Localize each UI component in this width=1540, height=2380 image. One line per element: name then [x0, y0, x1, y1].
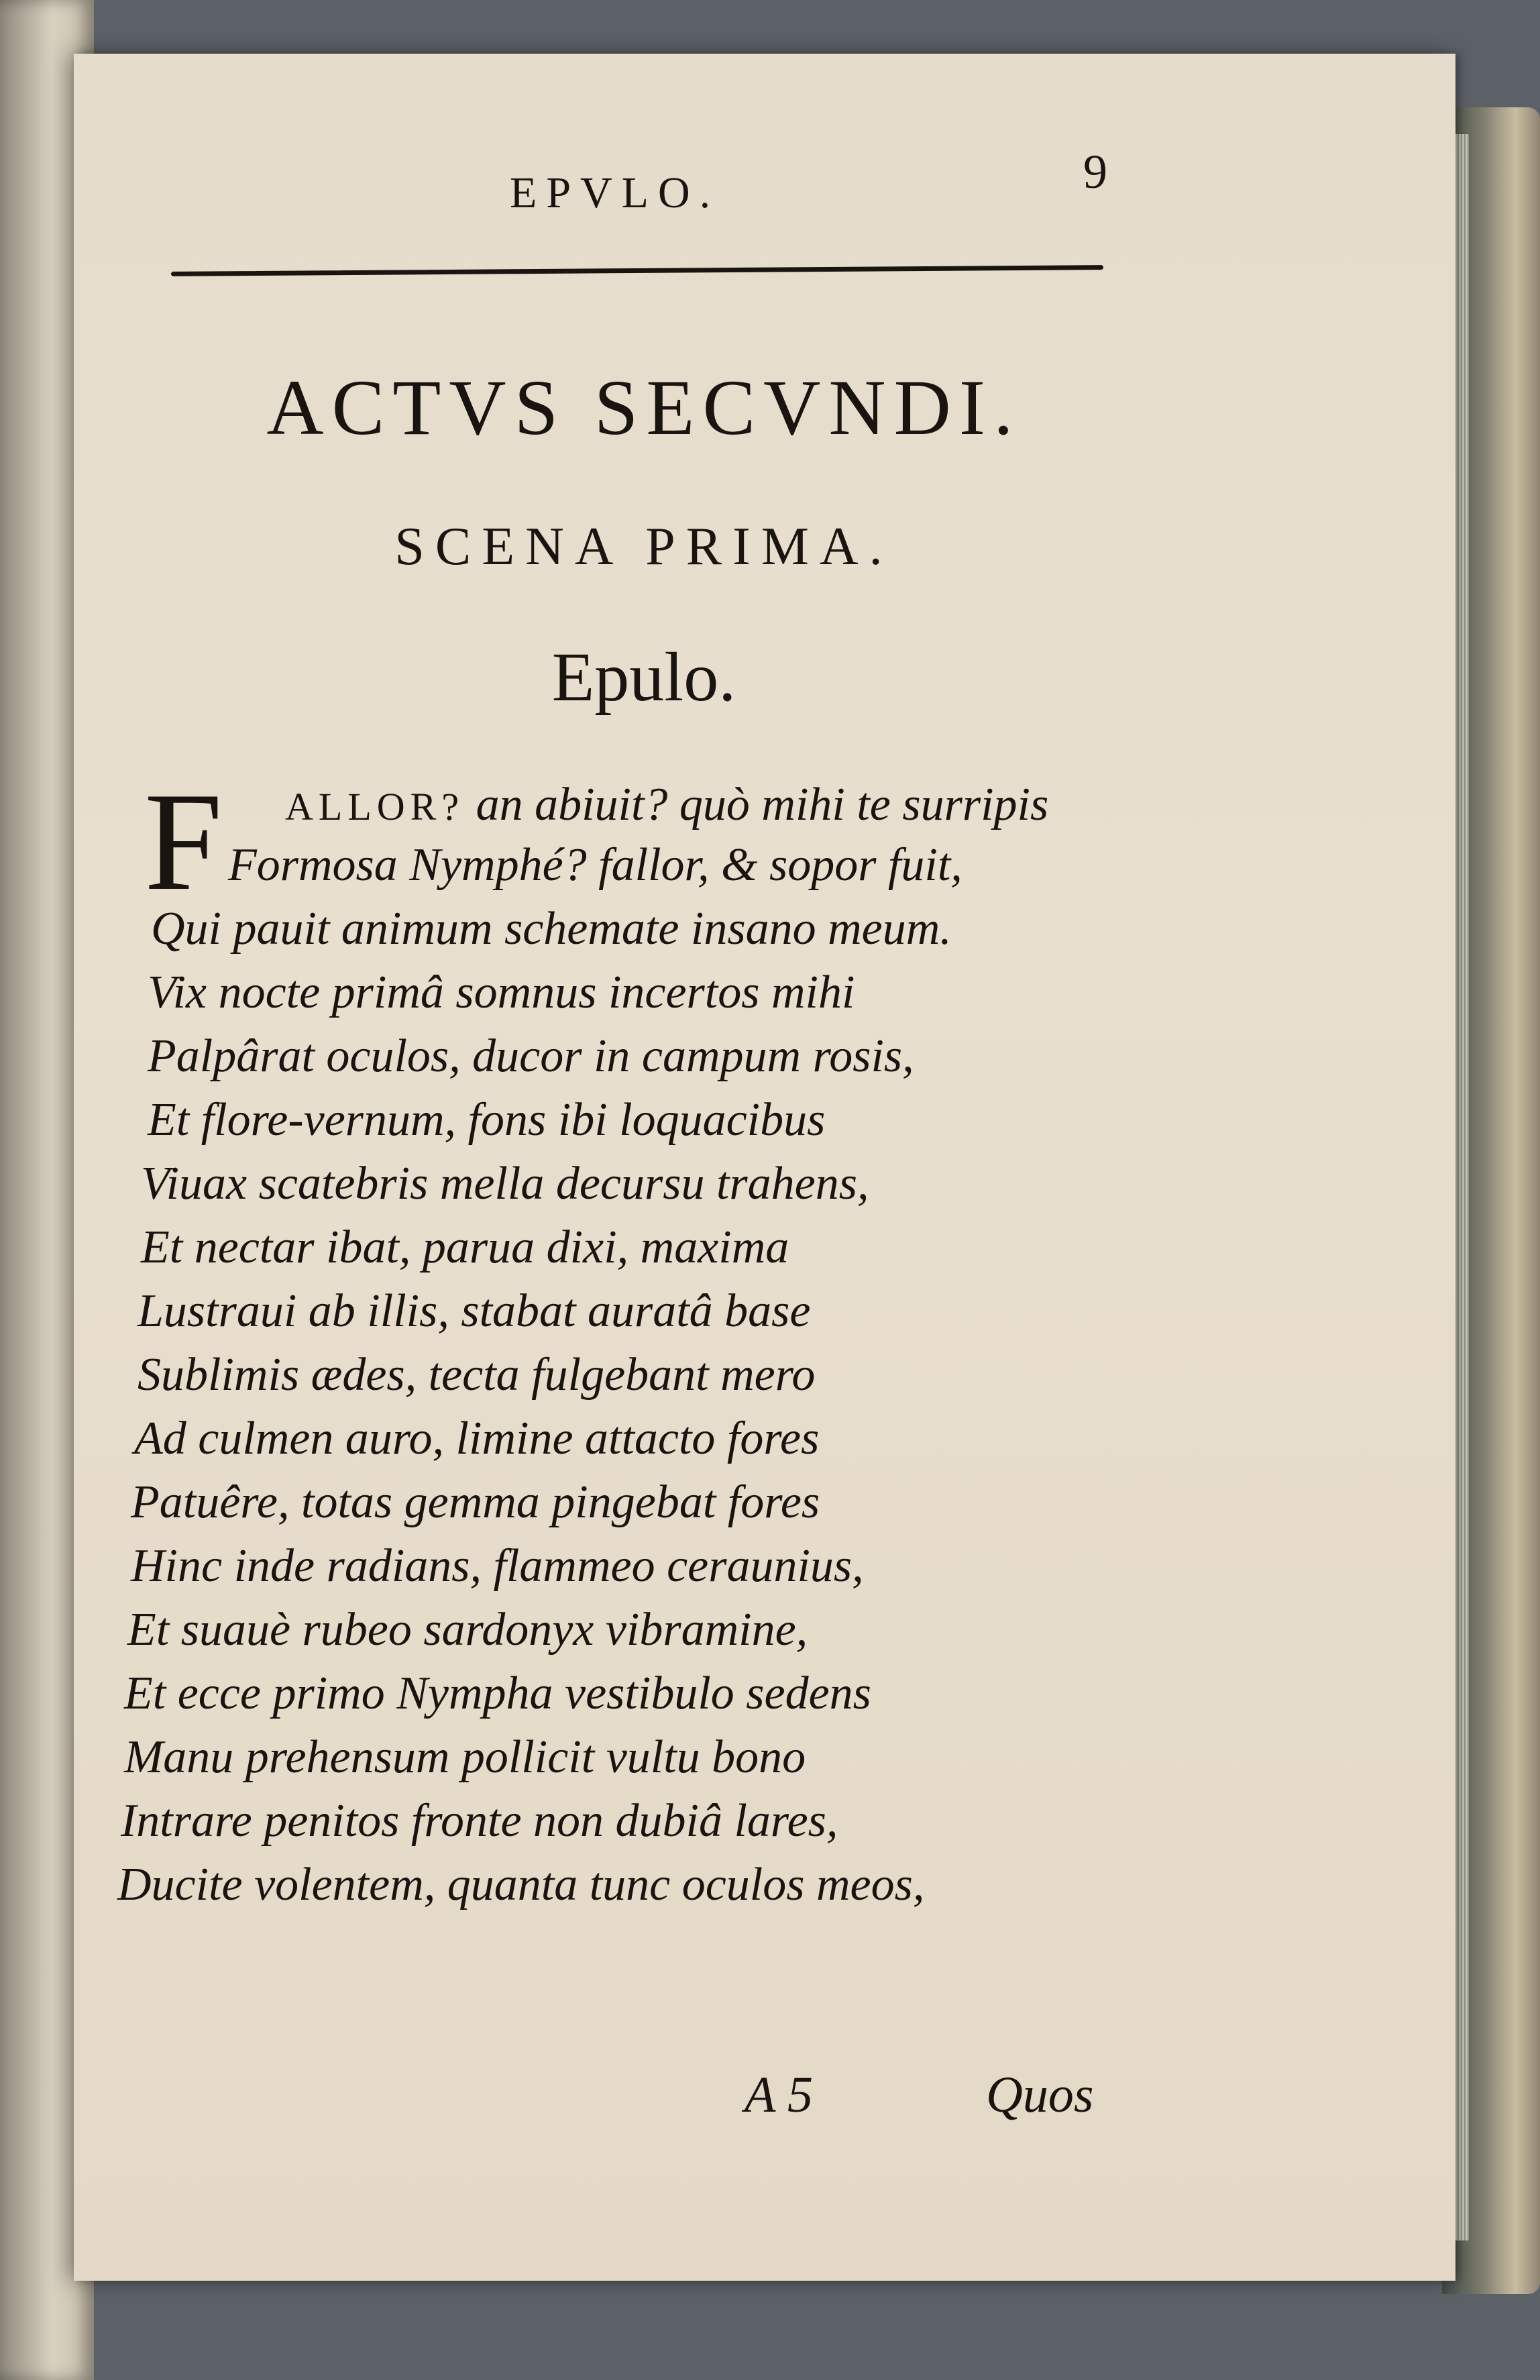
running-head: EPVLO.	[510, 168, 720, 217]
verse-line: ALLOR? an abiuit? quò mihi te surripis	[285, 779, 1049, 830]
verse-line: Qui pauit animum schemate insano meum.	[151, 903, 952, 955]
verse-line: Ad culmen auro, limine attacto fores	[134, 1413, 820, 1464]
verse-line: Lustraui ab illis, stabat auratâ base	[138, 1285, 811, 1337]
speaker-name: Epulo.	[551, 639, 736, 716]
verse-line: Formosa Nymphé? fallor, & sopor fuit,	[228, 839, 963, 891]
verse-line: Manu prehensum pollicit vultu bono	[124, 1731, 806, 1783]
verse-line: Hinc inde radians, flammeo ceraunius,	[131, 1540, 864, 1592]
signature-mark: A 5	[745, 2067, 814, 2123]
verse-line: Patuêre, totas gemma pingebat fores	[131, 1476, 820, 1528]
page-number: 9	[1083, 145, 1107, 199]
verse-line: Et ecce primo Nympha vestibulo sedens	[124, 1668, 871, 1719]
verse-line: Et suauè rubeo sardonyx vibramine,	[127, 1604, 808, 1656]
verse-line: Intrare penitos fronte non dubiâ lares,	[121, 1795, 838, 1847]
verse-line: Sublimis ædes, tecta fulgebant mero	[138, 1349, 816, 1401]
verse-line: Palpârat oculos, ducor in campum rosis,	[148, 1030, 914, 1082]
drop-cap: F	[144, 764, 223, 920]
verse-line: Vix nocte primâ somnus incertos mihi	[148, 967, 855, 1018]
act-title: ACTVS SECVNDI.	[266, 364, 1022, 451]
catchword: Quos	[986, 2067, 1094, 2123]
verse-line: Viuax scatebris mella decursu trahens,	[141, 1158, 869, 1209]
verse-line: Ducite volentem, quanta tunc oculos meos,	[117, 1859, 925, 1910]
verse-line: Et flore-vernum, fons ibi loquacibus	[148, 1094, 826, 1146]
scene-title: SCENA PRIMA.	[394, 517, 893, 576]
show-through-texture	[1160, 188, 1442, 2133]
verse-first-word: ALLOR?	[285, 785, 465, 828]
verse-line: Et nectar ibat, parua dixi, maxima	[141, 1222, 789, 1273]
